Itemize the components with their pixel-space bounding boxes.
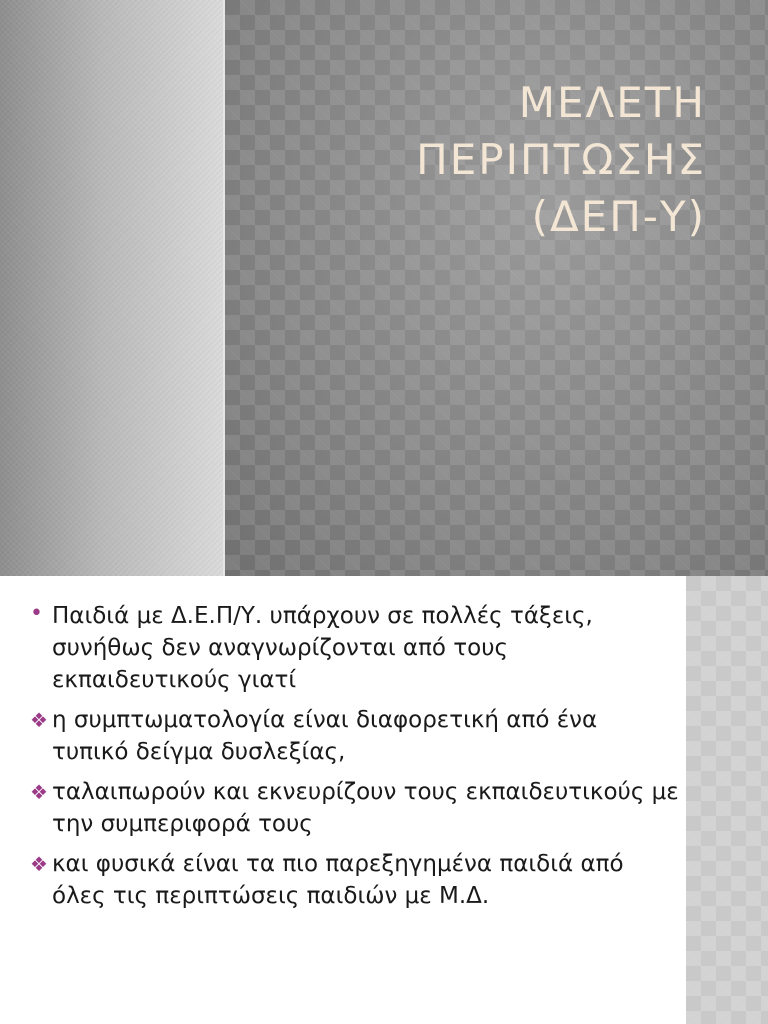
decorative-right-strip xyxy=(686,576,768,1024)
bullet-text: Παιδιά με Δ.Ε.Π/Υ. υπάρχουν σε πολλές τάξεις, συνήθως δεν αναγνωρίζονται από τους εκπαιδευτικούς γιατί xyxy=(52,603,593,693)
diamond-bullet-icon: ❖ xyxy=(30,708,48,732)
left-gradient-panel xyxy=(0,0,223,576)
dot-bullet-icon: • xyxy=(30,601,43,626)
diamond-bullet-icon: ❖ xyxy=(30,780,48,804)
title-line-2: ΠΕΡΙΠΤΩΣΗΣ xyxy=(416,135,706,184)
bullet-text: και φυσικά είναι τα πιο παρεξηγημένα παιδιά από όλες τις περιπτώσεις παιδιών με Μ.Δ. xyxy=(52,851,624,909)
title-line-1: ΜΕΛΕΤΗ xyxy=(518,78,706,127)
bullet-item xyxy=(30,704,680,768)
slide-title xyxy=(286,74,706,245)
bullet-text: ταλαιπωρούν και εκνευρίζουν τους εκπαιδευτικούς με την συμπεριφορά τους xyxy=(52,779,679,837)
bullet-text: η συμπτωματολογία είναι διαφορετική από ένα τυπικό δείγμα δυσλεξίας, xyxy=(52,707,598,765)
bullet-list xyxy=(30,600,680,920)
diamond-bullet-icon: ❖ xyxy=(30,852,48,876)
bullet-item xyxy=(30,600,680,696)
bullet-item xyxy=(30,848,680,912)
title-line-3: (ΔΕΠ-Υ) xyxy=(531,192,706,241)
bullet-item xyxy=(30,776,680,840)
